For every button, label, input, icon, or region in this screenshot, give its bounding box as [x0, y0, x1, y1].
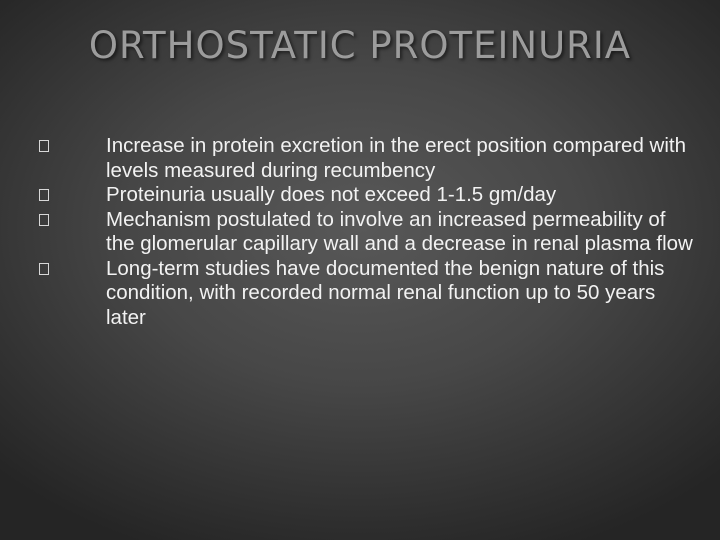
bullet-item — [96, 183, 696, 208]
bullet-text: Mechanism postulated to involve an increased permeability of the glomerular capillary wall and a decrease in renal plasma flow — [106, 207, 693, 255]
bullet-item — [96, 208, 696, 257]
bullet-item — [96, 257, 696, 331]
bullet-list — [96, 134, 696, 330]
bullet-text: Long-term studies have documented the benign nature of this condition, with recorded normal renal function up to 50 years later — [106, 256, 665, 329]
bullet-text: Increase in protein excretion in the erect position compared with levels measured during recumbency — [106, 134, 687, 182]
bullet-item — [96, 134, 696, 183]
square-bullet-icon — [39, 263, 49, 275]
square-bullet-icon — [39, 214, 49, 226]
square-bullet-icon — [39, 189, 49, 201]
bullet-text: Proteinuria usually does not exceed 1-1.5 gm/day — [106, 183, 557, 206]
slide-title: ORTHOSTATIC PROTEINURIA — [88, 24, 632, 67]
square-bullet-icon — [39, 140, 49, 152]
